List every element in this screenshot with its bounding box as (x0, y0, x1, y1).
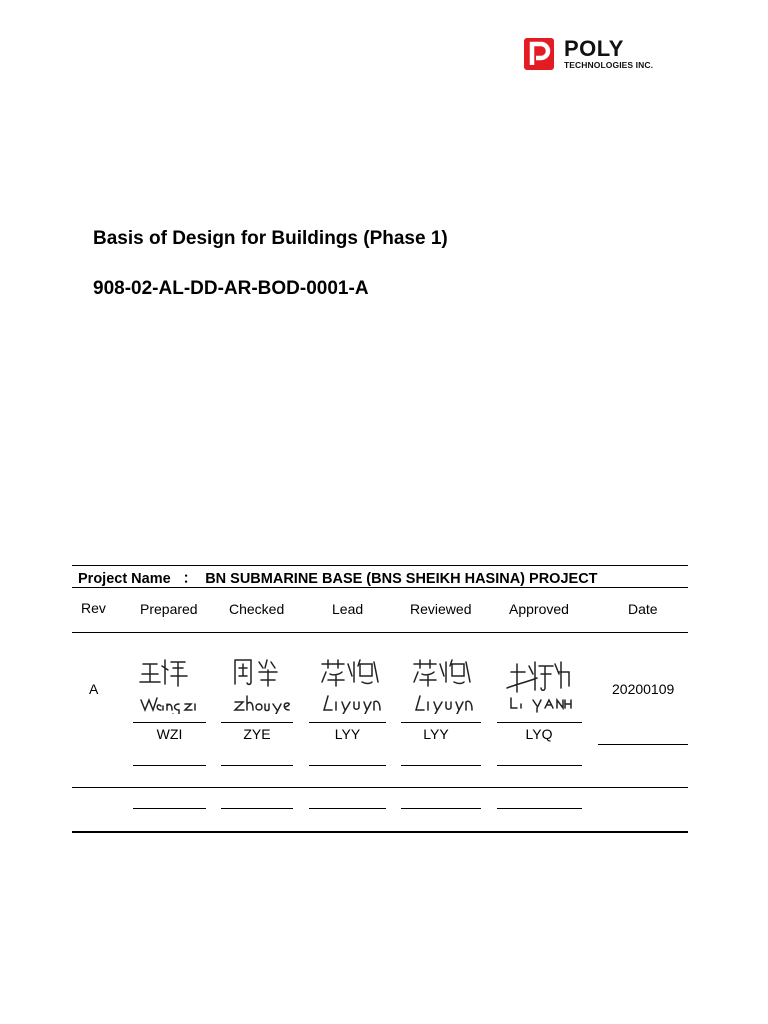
header-prepared: Prepared (140, 601, 198, 617)
row-2-border (72, 787, 688, 788)
project-label: Project Name (78, 571, 171, 587)
header-checked: Checked (229, 601, 285, 617)
row-a-reviewed: LYY (423, 726, 449, 742)
document-number: 908-02-AL-DD-AR-BOD-0001-A (93, 278, 369, 299)
sign-line-checked-2 (221, 765, 293, 766)
project-name-row (78, 567, 598, 588)
sign-line-approved-2 (497, 765, 582, 766)
project-separator: ： (182, 571, 198, 587)
header-reviewed: Reviewed (410, 601, 472, 617)
sign-line-prepared-3 (133, 808, 206, 809)
header-lead: Lead (332, 601, 364, 617)
row-a-lead: LYY (334, 726, 361, 742)
sign-line-prepared (133, 722, 206, 723)
header-row-border (72, 632, 688, 633)
row-a-rev: A (89, 681, 99, 697)
signature-checked-image (225, 652, 297, 714)
signature-lead (316, 652, 388, 714)
row-a-approved: LYQ (525, 726, 553, 742)
sign-line-lead-2 (309, 765, 386, 766)
row-a-date: 20200109 (612, 681, 675, 697)
logo-subtitle: TECHNOLOGIES INC. (564, 60, 654, 70)
sign-line-reviewed-3 (401, 808, 481, 809)
sign-line-prepared-2 (133, 765, 206, 766)
sign-line-reviewed-2 (401, 765, 481, 766)
logo-brand: POLY (564, 36, 624, 61)
sign-line-lead-3 (309, 808, 386, 809)
date-cell-border (598, 744, 688, 745)
document-title: Basis of Design for Buildings (Phase 1) (93, 228, 448, 249)
table-top-border (72, 565, 688, 566)
sign-line-approved (497, 722, 582, 723)
header-approved: Approved (509, 601, 569, 617)
sign-line-lead (309, 722, 386, 723)
sign-line-checked-3 (221, 808, 293, 809)
sign-line-checked (221, 722, 293, 723)
row-a-prepared: WZI (156, 726, 183, 742)
signature-prepared-image (135, 652, 207, 714)
signature-approved-image (503, 652, 575, 714)
sign-line-approved-3 (497, 808, 582, 809)
header-rev: Rev (81, 600, 106, 616)
poly-logo-icon (524, 38, 554, 70)
signature-prepared (135, 652, 207, 714)
company-logo (524, 38, 664, 72)
project-name: BN SUBMARINE BASE (BNS SHEIKH HASINA) PROJECT (205, 571, 598, 587)
signature-reviewed-image (408, 652, 480, 714)
header-date: Date (628, 601, 658, 617)
sign-line-reviewed (401, 722, 481, 723)
signature-lead-image (316, 652, 388, 714)
table-bottom-border (72, 831, 688, 833)
signature-checked (225, 652, 297, 714)
signature-approved (503, 652, 575, 714)
signature-reviewed (408, 652, 480, 714)
project-row-border (72, 587, 688, 588)
row-a-checked: ZYE (243, 726, 271, 742)
